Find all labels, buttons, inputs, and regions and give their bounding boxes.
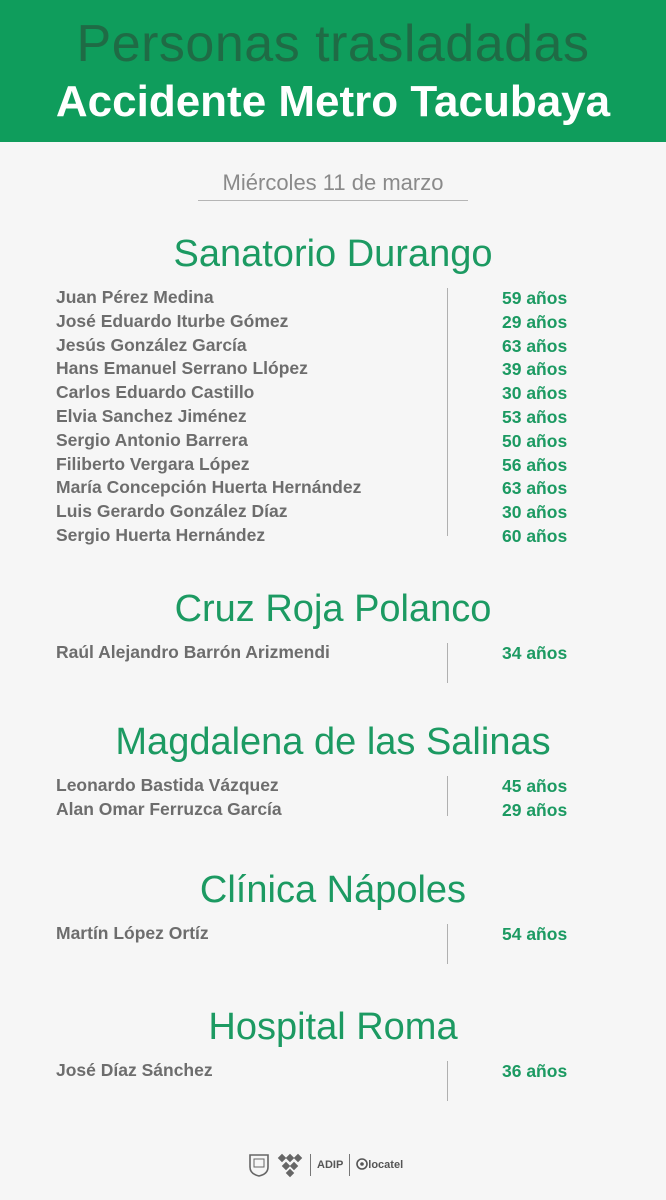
patient-row [0, 453, 666, 477]
patient-list [0, 286, 666, 548]
patient-row [0, 381, 666, 405]
patient-name: Jesús González García [56, 334, 247, 355]
patient-row [0, 286, 666, 310]
patient-age: 29 años [502, 799, 568, 820]
patient-age: 63 años [502, 335, 568, 356]
date-label: Miércoles 11 de marzo [198, 166, 468, 201]
header-banner [0, 0, 666, 142]
patient-age: 60 años [502, 525, 568, 546]
hospital-name: Sanatorio Durango [173, 233, 493, 275]
patient-list [0, 922, 666, 946]
patient-row [0, 641, 666, 665]
adip-logo: ADIP [317, 1159, 344, 1171]
hospital-section [0, 866, 666, 946]
patient-name: Carlos Eduardo Castillo [56, 382, 255, 403]
patient-age: 50 años [502, 430, 568, 451]
hospital-section [0, 230, 666, 548]
page-title: Personas trasladadas [76, 15, 590, 73]
patient-name: Luis Gerardo González Díaz [56, 501, 288, 522]
patient-row [0, 1059, 666, 1083]
patient-age: 30 años [502, 502, 568, 523]
patient-name: Sergio Antonio Barrera [56, 429, 248, 450]
patient-row [0, 405, 666, 429]
patient-row [0, 500, 666, 524]
patient-age: 34 años [502, 643, 568, 663]
patient-name: Leonardo Bastida Vázquez [56, 775, 279, 795]
patient-name: Alan Omar Ferruzca García [56, 798, 282, 819]
patient-list [0, 1059, 666, 1083]
logo-separator [310, 1154, 311, 1176]
patient-name: María Concepción Huerta Hernández [56, 477, 362, 498]
patient-row [0, 310, 666, 334]
patient-name: Martín López Ortíz [56, 923, 209, 943]
patient-age: 39 años [502, 359, 568, 380]
patient-age: 30 años [502, 383, 568, 404]
patient-list [0, 774, 666, 822]
patient-age: 63 años [502, 478, 568, 499]
patient-row [0, 334, 666, 358]
cdmx-heart-logo [276, 1152, 304, 1178]
patient-name: Filiberto Vergara López [56, 453, 250, 474]
patient-list [0, 641, 666, 665]
patient-age: 53 años [502, 406, 568, 427]
hospital-section [0, 1003, 666, 1083]
hospital-name: Hospital Roma [208, 1006, 458, 1048]
patient-name: Hans Emanuel Serrano Llópez [56, 358, 308, 379]
hospital-name: Cruz Roja Polanco [174, 588, 492, 630]
patient-row [0, 476, 666, 500]
locatel-logo [356, 1158, 403, 1172]
patient-name: José Díaz Sánchez [56, 1060, 213, 1080]
logo-separator [349, 1154, 350, 1176]
footer-logos [248, 1150, 428, 1180]
hospital-name: Clínica Nápoles [199, 869, 467, 911]
patient-name: Elvia Sanchez Jiménez [56, 405, 247, 426]
patient-row [0, 774, 666, 798]
hospital-section [0, 585, 666, 665]
patient-row [0, 798, 666, 822]
patient-row [0, 524, 666, 548]
patient-row [0, 429, 666, 453]
hospital-name: Magdalena de las Salinas [115, 721, 551, 763]
patient-age: 54 años [502, 924, 568, 944]
patient-name: Sergio Huerta Hernández [56, 524, 266, 545]
cdmx-shield-logo [248, 1153, 270, 1177]
patient-age: 59 años [502, 288, 568, 308]
patient-row [0, 922, 666, 946]
patient-age: 29 años [502, 311, 568, 332]
patient-name: Raúl Alejandro Barrón Arizmendi [56, 642, 330, 662]
locatel-text: locatel [368, 1159, 404, 1171]
patient-row [0, 357, 666, 381]
patient-name: Juan Pérez Medina [56, 287, 214, 307]
patient-name: José Eduardo Iturbe Gómez [56, 310, 289, 331]
patient-age: 36 años [502, 1061, 568, 1081]
page-subtitle: Accidente Metro Tacubaya [55, 77, 611, 126]
patient-age: 56 años [502, 454, 568, 475]
hospital-section [0, 718, 666, 822]
patient-age: 45 años [502, 776, 568, 796]
